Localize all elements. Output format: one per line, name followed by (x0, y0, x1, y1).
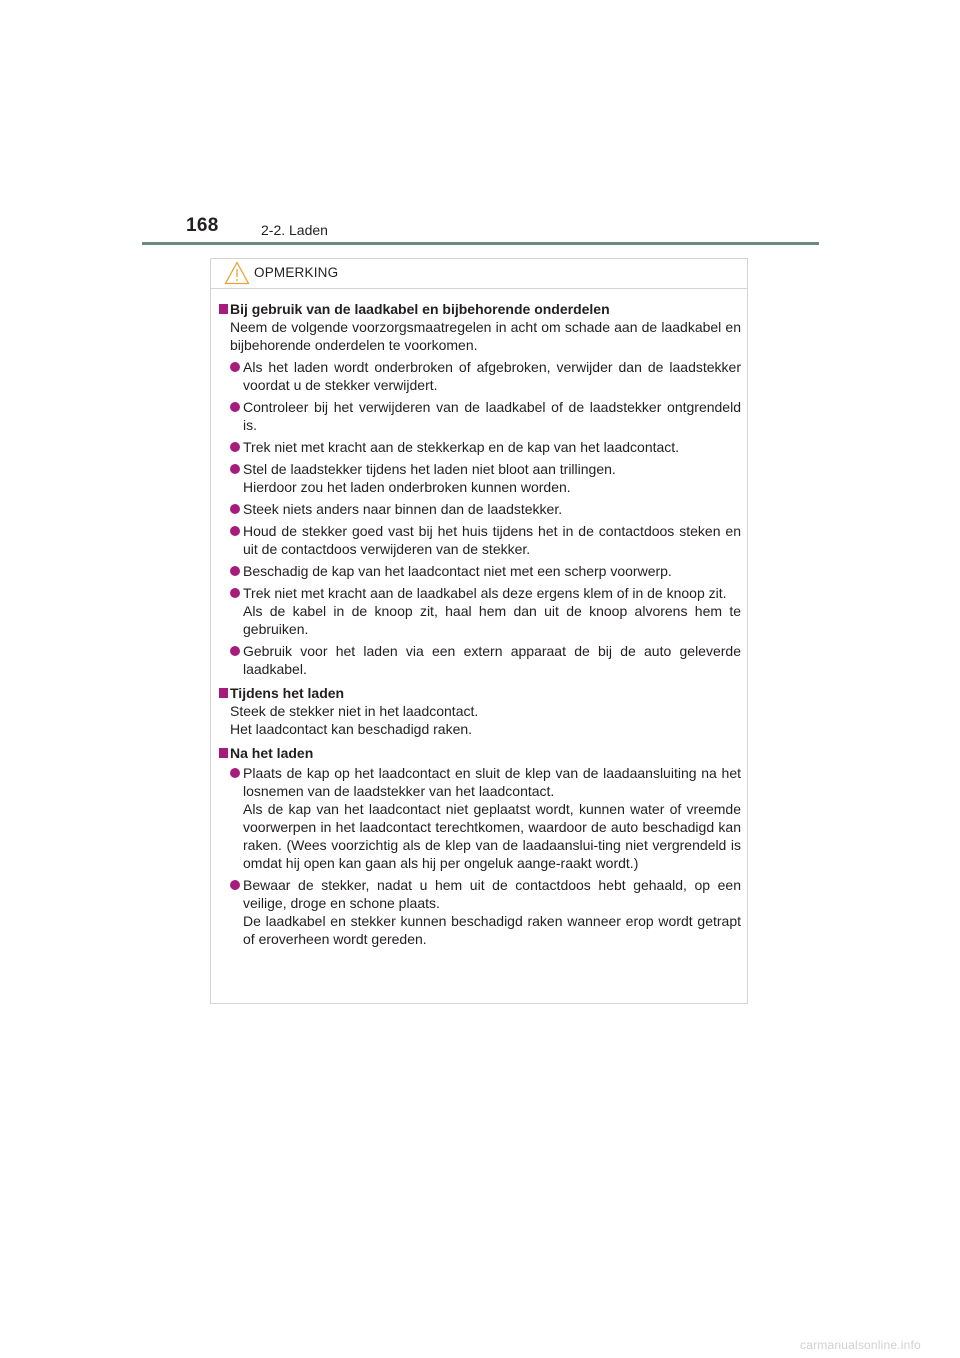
square-bullet-icon (219, 304, 228, 314)
section-heading: Bij gebruik van de laadkabel en bijbehorende onderdelen (219, 300, 741, 318)
notice-section (219, 300, 741, 678)
square-bullet-icon (219, 748, 228, 758)
bullet-list (219, 358, 741, 678)
circle-bullet-icon (230, 402, 240, 412)
circle-bullet-icon (230, 464, 240, 474)
list-item: Bewaar de stekker, nadat u hem uit de contactdoos hebt gehaald, op een veilige, droge en schone plaats. De laadkabel en stekker kunnen beschadigd raken wanneer erop wordt getrapt of eroverheen wordt gereden. (219, 876, 741, 948)
list-item: Stel de laadstekker tijdens het laden niet bloot aan trillingen. Hierdoor zou het laden onderbroken kunnen worden. (219, 460, 741, 496)
circle-bullet-icon (230, 646, 240, 656)
circle-bullet-icon (230, 362, 240, 372)
bullet-list (219, 764, 741, 948)
square-bullet-icon (219, 688, 228, 698)
list-item: Beschadig de kap van het laadcontact niet met een scherp voorwerp. (219, 562, 741, 580)
notice-body (211, 289, 747, 948)
circle-bullet-icon (230, 880, 240, 890)
notice-header (211, 259, 747, 289)
circle-bullet-icon (230, 526, 240, 536)
circle-bullet-icon (230, 588, 240, 598)
circle-bullet-icon (230, 768, 240, 778)
circle-bullet-icon (230, 442, 240, 452)
list-item: Als het laden wordt onderbroken of afgebroken, verwijder dan de laadstekker voordat u de stekker verwijdert. (219, 358, 741, 394)
section-title: 2-2. Laden (261, 222, 328, 238)
notice-title: OPMERKING (254, 265, 339, 280)
section-heading: Na het laden (219, 744, 741, 762)
list-item: Gebruik voor het laden via een extern apparaat de bij de auto geleverde laadkabel. (219, 642, 741, 678)
list-item: Houd de stekker goed vast bij het huis tijdens het in de contactdoos steken en uit de contactdoos verwijderen van de stekker. (219, 522, 741, 558)
notice-section (219, 744, 741, 948)
list-item: Trek niet met kracht aan de laadkabel als deze ergens klem of in de knoop zit. Als de kabel in de knoop zit, haal hem dan uit de knoop alvorens hem te gebruiken. (219, 584, 741, 638)
circle-bullet-icon (230, 566, 240, 576)
page-header (0, 0, 960, 250)
watermark-link[interactable]: carmanualsonline.info (800, 1338, 921, 1352)
page-number: 168 (186, 215, 219, 236)
section-heading: Tijdens het laden (219, 684, 741, 702)
warning-triangle-icon (224, 261, 250, 285)
notice-box (210, 258, 748, 1004)
list-item: Controleer bij het verwijderen van de laadkabel of de laadstekker ontgrendeld is. (219, 398, 741, 434)
list-item: Steek niets anders naar binnen dan de laadstekker. (219, 500, 741, 518)
section-intro: Steek de stekker niet in het laadcontact. Het laadcontact kan beschadigd raken. (230, 703, 479, 737)
header-rule (142, 242, 819, 245)
list-item: Plaats de kap op het laadcontact en sluit de klep van de laadaansluiting na het losnemen van de laadstekker van het laadcontact. Als de kap van het laadcontact niet geplaatst wordt, kunnen water of vreemde voorwerpen in het laadcontact terechtkomen, waardoor de auto beschadigd kan raken. (Wees voorzichtig als de klep van de laadaanslui-ting niet vergrendeld is omdat hij open kan gaan als hij per ongeluk aange-raakt wordt.) (219, 764, 741, 872)
circle-bullet-icon (230, 504, 240, 514)
section-intro: Neem de volgende voorzorgsmaatregelen in acht om schade aan de laadkabel en bijbehorende onderdelen te voorkomen. (230, 319, 741, 353)
list-item: Trek niet met kracht aan de stekkerkap en de kap van het laadcontact. (219, 438, 741, 456)
notice-section (219, 684, 741, 738)
